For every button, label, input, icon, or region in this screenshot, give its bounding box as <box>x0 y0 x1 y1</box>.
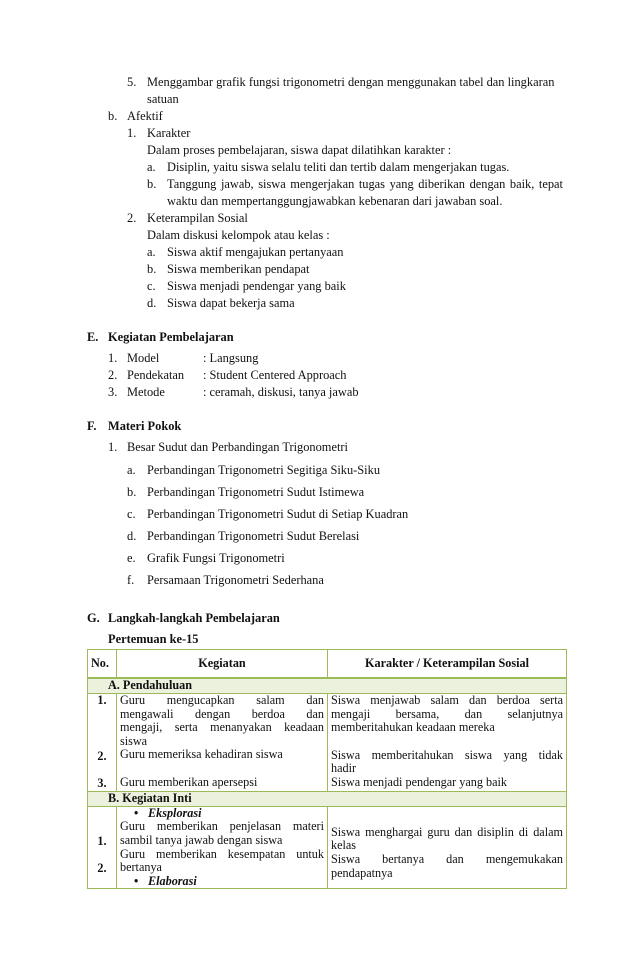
cell-line: Siswa menjadi pendengar yang baik <box>331 774 507 789</box>
field-value: : Langsung <box>203 351 259 365</box>
cell-line: mengaji bersama, dan selanjutnya <box>331 706 563 721</box>
list-item-text: Siswa memberikan pendapat <box>167 262 310 276</box>
column-header-karakter: Karakter / Keterampilan Sosial <box>328 650 567 679</box>
cell-line: Guru memberikan penjelasan materi <box>120 819 324 834</box>
list-number: 5. <box>127 75 137 89</box>
kegiatan-cell <box>117 694 328 792</box>
list-letter: b. <box>147 262 157 276</box>
table-header-row <box>88 650 567 679</box>
karakter-cell <box>328 806 567 889</box>
subheading-keterampilan-sosial: Keterampilan Sosial <box>147 211 248 225</box>
list-number: 1. <box>127 126 137 140</box>
cell-line: Siswa bertanya dan mengemukakan <box>331 851 563 866</box>
list-letter: a. <box>147 245 156 259</box>
list-item-text: Perbandingan Trigonometri Sudut Berelasi <box>147 529 360 543</box>
section-row-kegiatan-inti <box>88 791 567 806</box>
bullet-icon: • <box>134 805 139 820</box>
cell-line: kelas <box>331 838 357 853</box>
cell-line: Guru mengucapkan salam dan <box>120 693 324 707</box>
list-letter: d. <box>127 529 137 543</box>
row-number: 2. <box>97 748 107 763</box>
list-number: 2. <box>127 211 137 225</box>
cell-line: mengawali dengan berdoa dan <box>120 706 324 721</box>
list-letter: e. <box>127 551 136 565</box>
row-number: 3. <box>97 776 107 791</box>
list-item-text: Persamaan Trigonometri Sederhana <box>147 573 324 587</box>
list-item-text: Siswa aktif mengajukan pertanyaan <box>167 245 344 259</box>
karakter-cell <box>328 694 567 792</box>
subheading-karakter: Karakter <box>147 126 191 140</box>
cell-line: memberitahukan keadaan mereka <box>331 720 495 735</box>
list-letter: a. <box>147 160 156 174</box>
list-letter: c. <box>147 279 156 293</box>
list-item-text: Menggambar grafik fungsi trigonometri dengan menggunakan tabel dan lingkaran <box>147 75 555 89</box>
cell-line: pendapatnya <box>331 865 393 880</box>
row-number: 1. <box>97 833 107 848</box>
bullet-elaborasi: • Elaborasi <box>134 873 197 888</box>
section-title: B. Kegiatan Inti <box>88 791 567 806</box>
field-label: Model <box>127 351 160 365</box>
list-letter: b. <box>108 109 118 123</box>
cell-line: Guru memeriksa kehadiran siswa <box>120 747 283 762</box>
section-letter: F. <box>87 419 97 433</box>
column-header-kegiatan: Kegiatan <box>117 650 328 679</box>
list-item-text: Perbandingan Trigonometri Sudut Istimewa <box>147 485 365 499</box>
list-item-text: Siswa menjadi pendengar yang baik <box>167 279 346 293</box>
list-letter: f. <box>127 573 135 587</box>
cell-line: Guru memberikan kesempatan untuk <box>120 846 324 861</box>
list-letter: a. <box>127 463 136 477</box>
list-item-text: Siswa dapat bekerja sama <box>167 296 295 310</box>
section-heading-f: Materi Pokok <box>108 419 182 433</box>
list-letter: b. <box>147 177 157 191</box>
list-number: 1. <box>108 351 118 365</box>
row-number-cell <box>88 806 117 889</box>
table-row <box>88 806 567 889</box>
row-number-cell <box>88 694 117 792</box>
cell-line: Siswa memberitahukan siswa yang tidak <box>331 747 563 762</box>
list-letter: b. <box>127 485 137 499</box>
field-label: Metode <box>127 385 165 399</box>
field-label: Pendekatan <box>127 368 185 382</box>
meeting-label: Pertemuan ke-15 <box>108 632 199 646</box>
column-header-no: No. <box>88 650 117 679</box>
section-letter: G. <box>87 611 100 625</box>
list-number: 1. <box>108 440 118 454</box>
section-heading-e: Kegiatan Pembelajaran <box>108 330 234 344</box>
field-value: : Student Centered Approach <box>203 368 347 382</box>
cell-line: bertanya <box>120 860 162 875</box>
list-item-text: satuan <box>147 92 179 106</box>
table-row <box>88 694 567 792</box>
row-number: 1. <box>97 693 107 707</box>
cell-line: mengaji, serta menanyakan keadaan <box>120 720 324 735</box>
list-item-text: Grafik Fungsi Trigonometri <box>147 551 285 565</box>
section-title: A. Pendahuluan <box>88 678 567 694</box>
list-letter: d. <box>147 296 157 310</box>
list-item-text: Disiplin, yaitu siswa selalu teliti dan tertib dalam mengerjakan tugas. <box>167 160 510 174</box>
cell-line: siswa <box>120 733 148 748</box>
cell-line: sambil tanya jawab dengan siswa <box>120 832 283 847</box>
list-item-text: Perbandingan Trigonometri Segitiga Siku-Siku <box>147 463 381 477</box>
section-row-pendahuluan <box>88 678 567 694</box>
list-item-text: Tanggung jawab, siswa mengerjakan tugas yang diberikan dengan baik, tepat <box>167 177 563 191</box>
list-letter: c. <box>127 507 136 521</box>
paragraph: Dalam diskusi kelompok atau kelas : <box>147 228 330 242</box>
list-item-text: Perbandingan Trigonometri Sudut di Setiap Kuadran <box>147 507 409 521</box>
list-number: 3. <box>108 385 118 399</box>
bullet-eksplorasi: • Eksplorasi <box>134 805 202 820</box>
row-number: 2. <box>97 861 107 876</box>
cell-line: Siswa menjawab salam dan berdoa serta <box>331 693 563 707</box>
list-item-text: waktu dan mempertanggungjawabkan kebenaran dari jawaban soal. <box>167 194 503 208</box>
cell-line: Guru memberikan apersepsi <box>120 774 258 789</box>
bullet-icon: • <box>134 873 139 888</box>
paragraph: Dalam proses pembelajaran, siswa dapat dilatihkan karakter : <box>147 143 452 157</box>
subheading: Besar Sudut dan Perbandingan Trigonometri <box>127 440 348 454</box>
activity-table <box>87 649 567 889</box>
list-number: 2. <box>108 368 118 382</box>
section-heading-g: Langkah-langkah Pembelajaran <box>108 611 280 625</box>
kegiatan-cell <box>117 806 328 889</box>
section-letter: E. <box>87 330 99 344</box>
cell-line: hadir <box>331 761 357 776</box>
cell-line: Siswa menghargai guru dan disiplin di dalam <box>331 824 563 839</box>
field-value: : ceramah, diskusi, tanya jawab <box>203 385 359 399</box>
subheading-afektif: Afektif <box>127 109 163 123</box>
